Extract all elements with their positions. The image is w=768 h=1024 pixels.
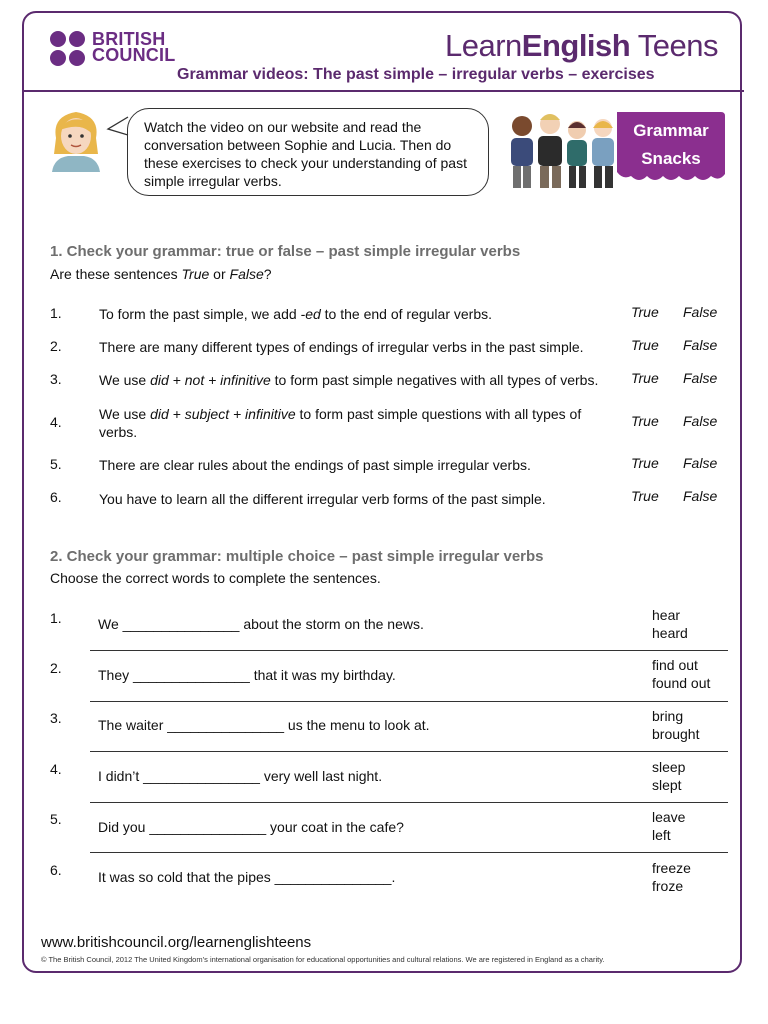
- row-divider: [90, 751, 728, 752]
- tf-text: [99, 371, 614, 389]
- tf-text: [99, 405, 599, 441]
- mc-text: The waiter _______________ us the menu to look at.: [98, 717, 430, 733]
- logo-teens: Teens: [630, 28, 718, 63]
- mc-options: [652, 707, 699, 743]
- mc-options: [652, 656, 710, 692]
- tf-number: 3.: [50, 371, 62, 387]
- false-option[interactable]: False: [683, 337, 718, 353]
- mc-number: 6.: [50, 862, 62, 878]
- logo-english: English: [521, 28, 631, 63]
- mc-options: [652, 758, 685, 794]
- mc-option-b[interactable]: found out: [652, 675, 711, 691]
- footer-copyright: © The British Council, 2012 The United Kingdom’s international organisation for educational opportunities and cultural relations. We are registered in England as a charity.: [41, 955, 605, 964]
- logo-line-1: BRITISH: [92, 29, 166, 49]
- tf-text: [99, 338, 614, 356]
- mc-option-b[interactable]: left: [652, 827, 671, 843]
- footer-url[interactable]: www.britishcouncil.org/learnenglishteens: [41, 934, 312, 951]
- speech-bubble: [127, 108, 489, 196]
- mc-options: [652, 859, 691, 895]
- mc-options: [652, 606, 688, 642]
- true-option[interactable]: True: [631, 455, 659, 471]
- row-divider: [90, 650, 728, 651]
- instr-pre: Are these sentences: [50, 266, 182, 282]
- tf-text: [99, 490, 614, 508]
- tf-text: [99, 456, 614, 474]
- tf-text-pre: To form the past simple, we add: [99, 306, 301, 322]
- false-option[interactable]: False: [683, 488, 718, 504]
- tf-text-em: did + subject + infinitive: [150, 406, 296, 422]
- badge-line-1: Grammar: [633, 121, 709, 140]
- tf-text-em: -ed: [300, 306, 321, 322]
- tf-text-post: to form past simple negatives with all types of verbs.: [270, 372, 599, 388]
- tf-number: 4.: [50, 414, 62, 430]
- page-title: Grammar videos: The past simple – irregular verbs – exercises: [177, 66, 655, 83]
- mc-text: I didn’t _______________ very well last night.: [98, 768, 383, 784]
- logo-dots-icon: [50, 31, 88, 67]
- sophie-avatar-icon: [48, 108, 104, 172]
- mc-option-a[interactable]: sleep: [652, 759, 686, 775]
- mc-option-a[interactable]: leave: [652, 809, 686, 825]
- row-divider: [90, 701, 728, 702]
- mc-option-a[interactable]: bring: [652, 708, 684, 724]
- row-divider: [90, 852, 728, 853]
- tf-number: 6.: [50, 489, 62, 505]
- learnenglish-teens-logo: [445, 28, 718, 64]
- characters-icon: [511, 114, 614, 188]
- true-option[interactable]: True: [631, 370, 659, 386]
- mc-option-a[interactable]: find out: [652, 657, 698, 673]
- mc-number: 3.: [50, 710, 62, 726]
- tf-text-pre: There are many different types of endings of irregular verbs in the past simple.: [99, 339, 584, 355]
- tf-text-em: did + not + infinitive: [150, 372, 271, 388]
- logo-text: [92, 31, 175, 63]
- mc-option-b[interactable]: brought: [652, 726, 700, 742]
- tf-text-pre: We use: [99, 406, 151, 422]
- true-option[interactable]: True: [631, 337, 659, 353]
- instr-true: True: [181, 266, 210, 282]
- tf-text-pre: You have to learn all the different irregular verb forms of the past simple.: [99, 491, 546, 507]
- mc-text: It was so cold that the pipes _______________.: [98, 869, 396, 885]
- true-option[interactable]: True: [631, 488, 659, 504]
- mc-number: 2.: [50, 660, 62, 676]
- false-option[interactable]: False: [683, 370, 718, 386]
- tf-text: [99, 305, 614, 323]
- logo-line-2: COUNCIL: [92, 45, 176, 65]
- row-divider: [90, 802, 728, 803]
- section2-instructions: Choose the correct words to complete the sentences.: [50, 570, 381, 586]
- section1-instructions: [50, 266, 272, 282]
- tf-number: 1.: [50, 305, 62, 321]
- tf-text-post: to the end of regular verbs.: [320, 306, 492, 322]
- mc-number: 1.: [50, 610, 62, 626]
- logo-learn: Learn: [444, 28, 522, 63]
- mc-option-b[interactable]: froze: [652, 878, 684, 894]
- tf-number: 2.: [50, 338, 62, 354]
- instr-false: False: [229, 266, 264, 282]
- mc-option-b[interactable]: slept: [652, 777, 682, 793]
- true-option[interactable]: True: [631, 304, 659, 320]
- instr-end: ?: [263, 266, 272, 282]
- mc-text: Did you _______________ your coat in the cafe?: [98, 819, 404, 835]
- false-option[interactable]: False: [683, 413, 718, 429]
- mc-number: 5.: [50, 811, 62, 827]
- badge-line-2: Snacks: [641, 149, 701, 168]
- false-option[interactable]: False: [683, 455, 718, 471]
- false-option[interactable]: False: [683, 304, 718, 320]
- grammar-snacks-graphic: [505, 108, 727, 194]
- mc-option-a[interactable]: hear: [652, 607, 681, 623]
- mc-options: [652, 808, 685, 844]
- mc-number: 4.: [50, 761, 62, 777]
- mc-option-b[interactable]: heard: [652, 625, 688, 641]
- instr-or: or: [209, 266, 230, 282]
- section1-title: 1. Check your grammar: true or false – past simple irregular verbs: [50, 243, 521, 260]
- mc-text: They _______________ that it was my birthday.: [98, 667, 396, 683]
- mc-option-a[interactable]: freeze: [652, 860, 691, 876]
- tf-number: 5.: [50, 456, 62, 472]
- section2-title: 2. Check your grammar: multiple choice – past simple irregular verbs: [50, 548, 544, 565]
- true-option[interactable]: True: [631, 413, 659, 429]
- tf-text-pre: We use: [99, 372, 151, 388]
- mc-text: We _______________ about the storm on the news.: [98, 616, 424, 632]
- header-divider: [22, 90, 744, 92]
- intro-text: Watch the video on our website and read the conversation between Sophie and Lucia. Then do these exercises to check your understanding of past simple irregular verbs.: [144, 119, 467, 189]
- tf-text-post: to form past simple questions with all types of verbs.: [99, 406, 582, 440]
- tf-text-pre: There are clear rules about the endings of past simple irregular verbs.: [99, 457, 531, 473]
